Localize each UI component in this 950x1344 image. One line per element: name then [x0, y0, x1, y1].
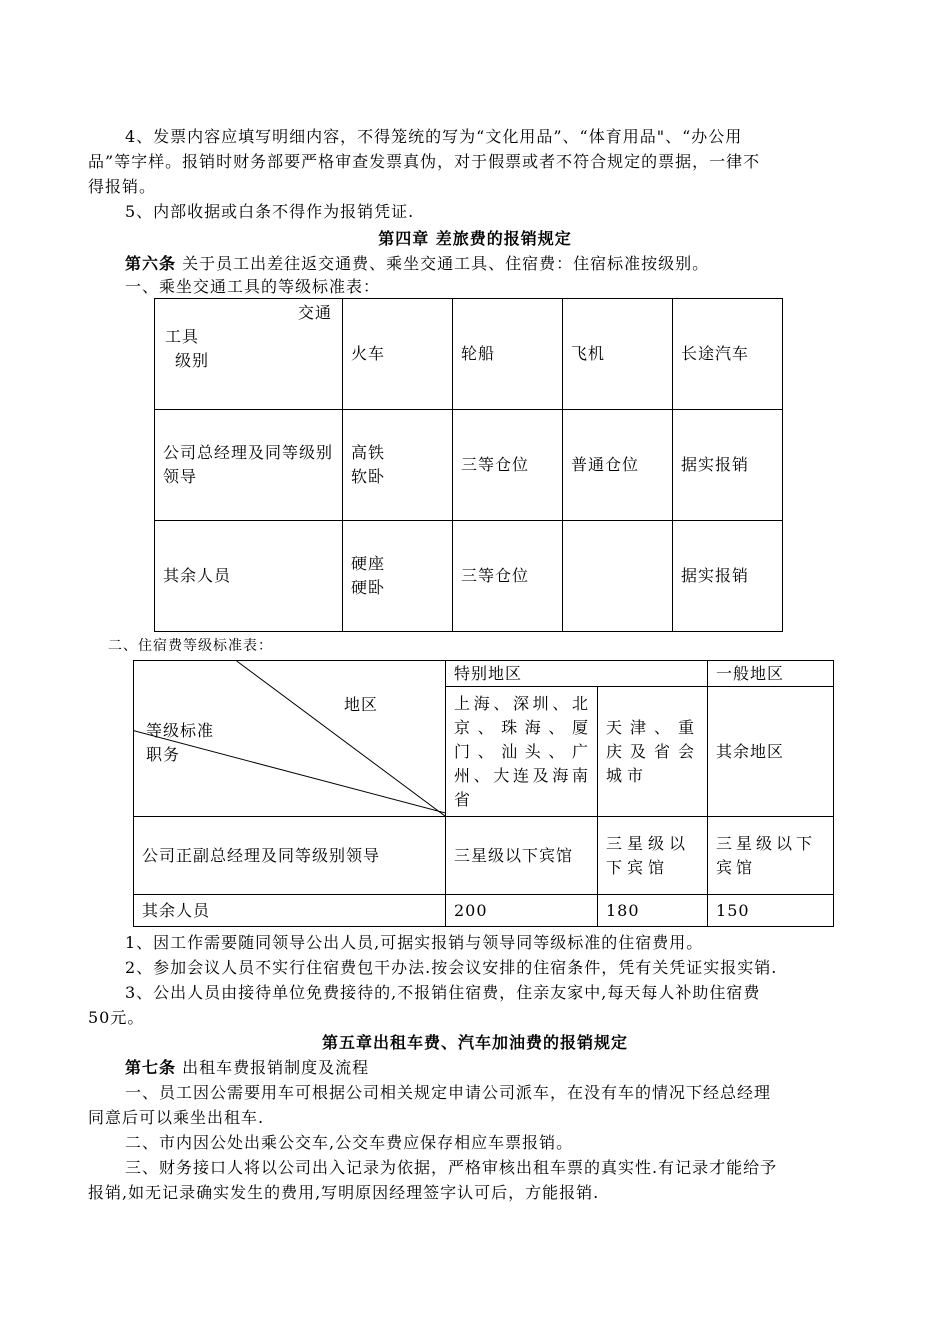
chapter-4-title: 第四章 差旅费的报销规定: [378, 229, 572, 248]
article-6: [125, 251, 709, 276]
lodging-row: [134, 895, 834, 927]
corner-position-label: 职务: [146, 745, 181, 764]
bus-class-cell: 据实报销: [673, 410, 783, 521]
lodging-row: [134, 817, 834, 895]
section-1-title: 一、乘坐交通工具的等级标准表：: [125, 277, 381, 296]
bus-class-cell: 据实报销: [673, 521, 783, 632]
lodging-region-row: [134, 661, 834, 687]
train-class-1: 硬座: [351, 554, 386, 573]
general-region-header: 一般地区: [708, 661, 834, 687]
ship-class-cell: 三等仓位: [453, 521, 563, 632]
transport-corner-cell: [155, 299, 343, 410]
article-6-text: 关于员工出差往返交通费、乘坐交通工具、住宿费：住宿标准按级别。: [176, 254, 710, 273]
taxi-item-1-line-1: 一、员工因公需要用车可根据公司相关规定申请公司派车，在没有车的情况下经总经理: [125, 1083, 772, 1102]
article-7-text: 出租车费报销制度及流程: [176, 1058, 370, 1077]
corner-standard-label: 等级标准: [146, 721, 215, 740]
train-class-cell: [343, 410, 453, 521]
transport-table: [154, 298, 783, 632]
lodging-value-cell: 三星级以下宾馆: [708, 817, 834, 895]
item-5: 5、内部收据或白条不得作为报销凭证.: [125, 202, 415, 221]
transport-header-row: [155, 299, 783, 410]
col-header-ship: 轮船: [453, 299, 563, 410]
train-class-cell: [343, 521, 453, 632]
lodging-value-cell: 150: [708, 895, 834, 927]
taxi-item-3-line-1: 三、财务接口人将以公司出入记录为依据，严格审核出租车票的真实性.有记录才能给予: [125, 1158, 778, 1177]
lodging-position-label: 公司正副总经理及同等级别领导: [134, 817, 446, 895]
lodging-note-3-line-2: 50元。: [88, 1008, 145, 1027]
train-class-2: 软卧: [351, 467, 386, 486]
item-4-line-3: 得报销。: [88, 177, 157, 196]
lodging-note-3-line-1: 3、公出人员由接待单位免费接待的,不报销住宿费，住亲友家中,每天每人补助住宿费: [125, 983, 761, 1002]
row-level-label: 公司总经理及同等级别领导: [155, 410, 343, 521]
lodging-position-label: 其余人员: [134, 895, 446, 927]
corner-region-label: 地区: [344, 695, 379, 714]
train-class-1: 高铁: [351, 443, 386, 462]
region-other: 其余地区: [708, 687, 834, 817]
transport-row: [155, 521, 783, 632]
lodging-note-2: 2、参加会议人员不实行住宿费包干办法.按会议安排的住宿条件，凭有关凭证实报实销.: [125, 958, 778, 977]
col-header-plane: 飞机: [563, 299, 673, 410]
ship-class-cell: 三等仓位: [453, 410, 563, 521]
taxi-item-2: 二、市内因公处出乘公交车,公交车费应保存相应车票报销。: [125, 1133, 574, 1152]
item-4-line-1: 4、发票内容应填写明细内容，不得笼统的写为“文化用品”、“体育用品"、“办公用: [125, 127, 743, 146]
lodging-corner-cell: [134, 661, 446, 817]
special-region-header: 特别地区: [446, 661, 708, 687]
row-level-label: 其余人员: [155, 521, 343, 632]
region-provincial-capitals: 天津、重庆及省会城市: [598, 687, 708, 817]
lodging-value-cell: 200: [446, 895, 598, 927]
chapter-5-title: 第五章出租车费、汽车加油费的报销规定: [321, 1033, 628, 1052]
lodging-note-1: 1、因工作需要随同领导公出人员,可据实报销与领导同等级标准的住宿费用。: [125, 933, 704, 952]
lodging-value-cell: 三星级以下宾馆: [446, 817, 598, 895]
col-header-train: 火车: [343, 299, 453, 410]
region-first-tier-cities: 上海、深圳、北京、珠海、厦门、汕头、广州、大连及海南省: [446, 687, 598, 817]
corner-transport-label: 交通: [297, 303, 332, 322]
lodging-table: [133, 660, 834, 927]
plane-class-cell: 普通仓位: [563, 410, 673, 521]
lodging-value-cell: 180: [598, 895, 708, 927]
lodging-value-cell: 三星级以下宾馆: [598, 817, 708, 895]
section-2-title: 二、住宿费等级标准表：: [108, 638, 273, 654]
transport-row: [155, 410, 783, 521]
col-header-bus: 长途汽车: [673, 299, 783, 410]
taxi-item-3-line-2: 报销,如无记录确实发生的费用,写明原因经理签字认可后，方能报销.: [88, 1183, 600, 1202]
train-class-2: 硬卧: [351, 578, 386, 597]
corner-tool-label: 工具: [165, 327, 200, 346]
article-6-label: 第六条: [125, 254, 177, 273]
article-7: [125, 1055, 369, 1080]
corner-level-label: 级别: [175, 351, 210, 370]
article-7-label: 第七条: [125, 1058, 177, 1077]
taxi-item-1-line-2: 同意后可以乘坐出租车.: [88, 1108, 265, 1127]
plane-class-cell: [563, 521, 673, 632]
item-4-line-2: 品”等字样。报销时财务部要严格审查发票真伪，对于假票或者不符合规定的票据，一律不: [88, 152, 761, 171]
